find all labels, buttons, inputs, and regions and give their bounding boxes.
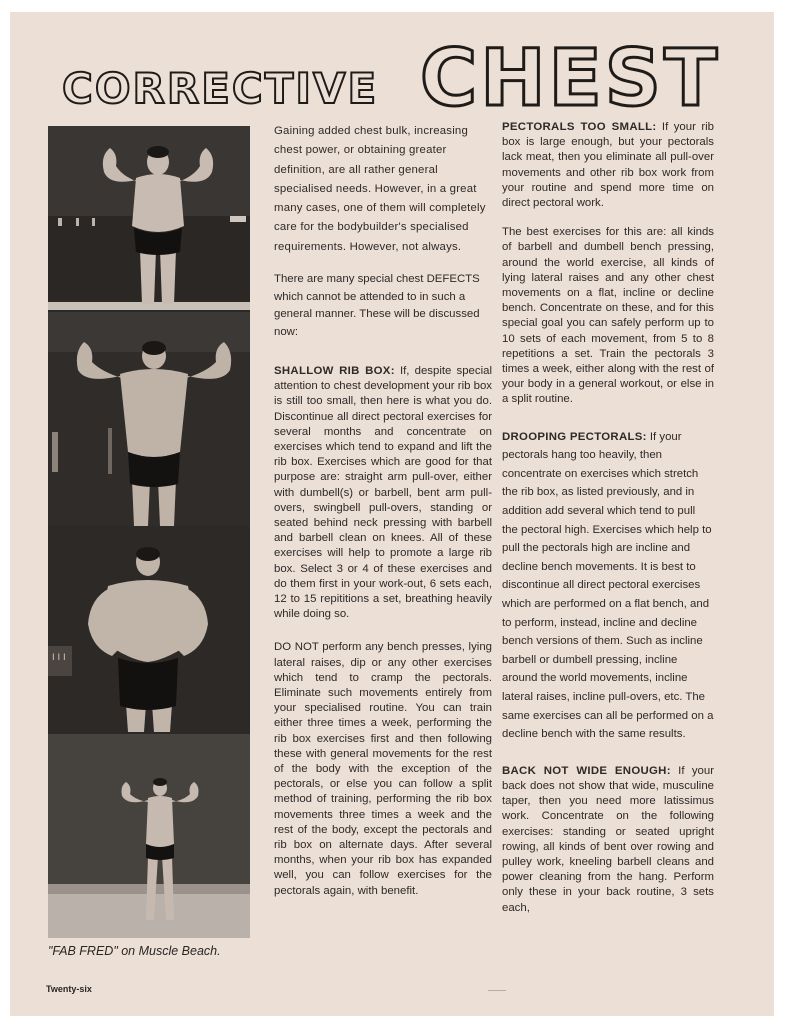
magazine-page: [10, 12, 774, 1016]
photo-back-double-biceps: [48, 312, 250, 526]
section-body-back-not-wide: If your back does not show that wide, musculine taper, then you need more latissimus work. Concentrate on the following exercises: standing or seated upright rowing, all kinds of bent over rowing and pulley work, kneeling barbell cleans and power cleaning from the hang. Perform only these in your back routine, 3 sets each,: [502, 764, 714, 914]
title-word-chest: CHEST: [420, 34, 721, 124]
section-body-shallow-rib-box: If, despite special attention to chest development your rib box is still too small, then here is what you do. Discontinue all direct pectoral exercises for several months and concentrate on exercises which tend to expand and lift the rib box. Exercises which are good for that purpose are: straight arm pull-over, either with dumbell(s) or barbell, bent arm pull-overs, swingbell pull-overs, standing or seated behind neck pressing with barbell and barbell clean on knees. All of these exercises will help to promote a large rib box. Select 3 or 4 of these exercises and do them first in your work-out, 6 sets each, 12 to 15 repititions a set, breathing heavily while doing so.: [274, 364, 492, 621]
section-pectorals-too-small: [502, 120, 714, 211]
section-back-not-wide: [502, 764, 714, 916]
intro-paragraph-2: There are many special chest DEFECTS which cannot be attended to in such a general manner. These will be discussed now:: [274, 273, 480, 339]
section-shallow-rib-box: [274, 364, 492, 622]
article-column-right: [502, 120, 714, 930]
section-heading-shallow-rib-box: SHALLOW RIB BOX:: [274, 364, 395, 377]
page-number: Twenty-six: [46, 984, 92, 994]
footer-rule: [488, 990, 506, 991]
photo-muscle-beach: [48, 734, 250, 938]
section-body-drooping-pectorals: If your pectorals hang too heavily, then concentrate on exercises which stretch the rib box, as listed previously, and in addition add several which tend to pull the pectoral high. Exercises which help to pull the pectorals high are incline and decline bench movements. It is best to discontinue all direct pectoral exercises which are performed on a flat bench, and to perform, instead, incline and decline bench versions of them. Such as incline barbell or dumbell pressing, incline around the world movements, incline lateral raises, incline pull-overs, etc. The same exercises can all be performed on a decline bench with the same results.: [502, 430, 714, 741]
article-column-middle: [274, 122, 492, 913]
title-block: [10, 12, 774, 124]
photo-strip: [48, 126, 250, 938]
svg-text:I I I: I I I: [52, 653, 66, 663]
title-word-corrective: CORRECTIVE: [62, 64, 379, 113]
photo-caption: "FAB FRED" on Muscle Beach.: [48, 944, 221, 958]
section-heading-back-not-wide: BACK NOT WIDE ENOUGH:: [502, 764, 671, 777]
section-heading-pectorals-too-small: PECTORALS TOO SMALL:: [502, 121, 657, 133]
section-heading-drooping-pectorals: DROOPING PECTORALS:: [502, 430, 647, 443]
paragraph-do-not: DO NOT perform any bench presses, lying lateral raises, dip or any other exercises which tend to cramp the pectorals. Eliminate such movements entirely from your specialised routine. You can train either three times a week, performing the rib box exercises first and then following these with general movements for the rest of the body with the exception of the pectorals, or else you can follow a split method of training, performing the rib box movements three times a week and the rest of the body, except the pectorals and rib box on alternate days. After several months, when your rib box has expanded well, you can follow exercises for the pectorals again, with benefit.: [274, 641, 492, 897]
paragraph-best-exercises: The best exercises for this are: all kinds of barbell and dumbell bench pressing, around the world exercise, all kinds of lying lateral raises and any other chest movements on a flat, incline or decline bench. Concentrate on these, and for this special goal you can safely perform up to 10 sets of each movement, from 5 to 8 repetitions a set. Train the pectorals 3 times a week, either along with the rest of your body in a general workout, or else in a split routine.: [502, 226, 714, 406]
section-body-pectorals-too-small: If your rib box is large enough, but your pectorals lack meat, then you eliminate all pull-over movements and other rib box work from your routine and spend more time on direct pectoral work.: [502, 121, 714, 210]
photo-front-double-biceps: [48, 126, 250, 310]
section-drooping-pectorals: [502, 428, 714, 744]
intro-paragraph-1: Gaining added chest bulk, increasing chest power, or obtaining greater definition, are all rather general specialised needs. However, in a great many cases, one of them will completely care for the bodybuilder's specialised requirements. However, not always.: [274, 125, 486, 253]
photo-back-lat-spread: [48, 528, 250, 732]
